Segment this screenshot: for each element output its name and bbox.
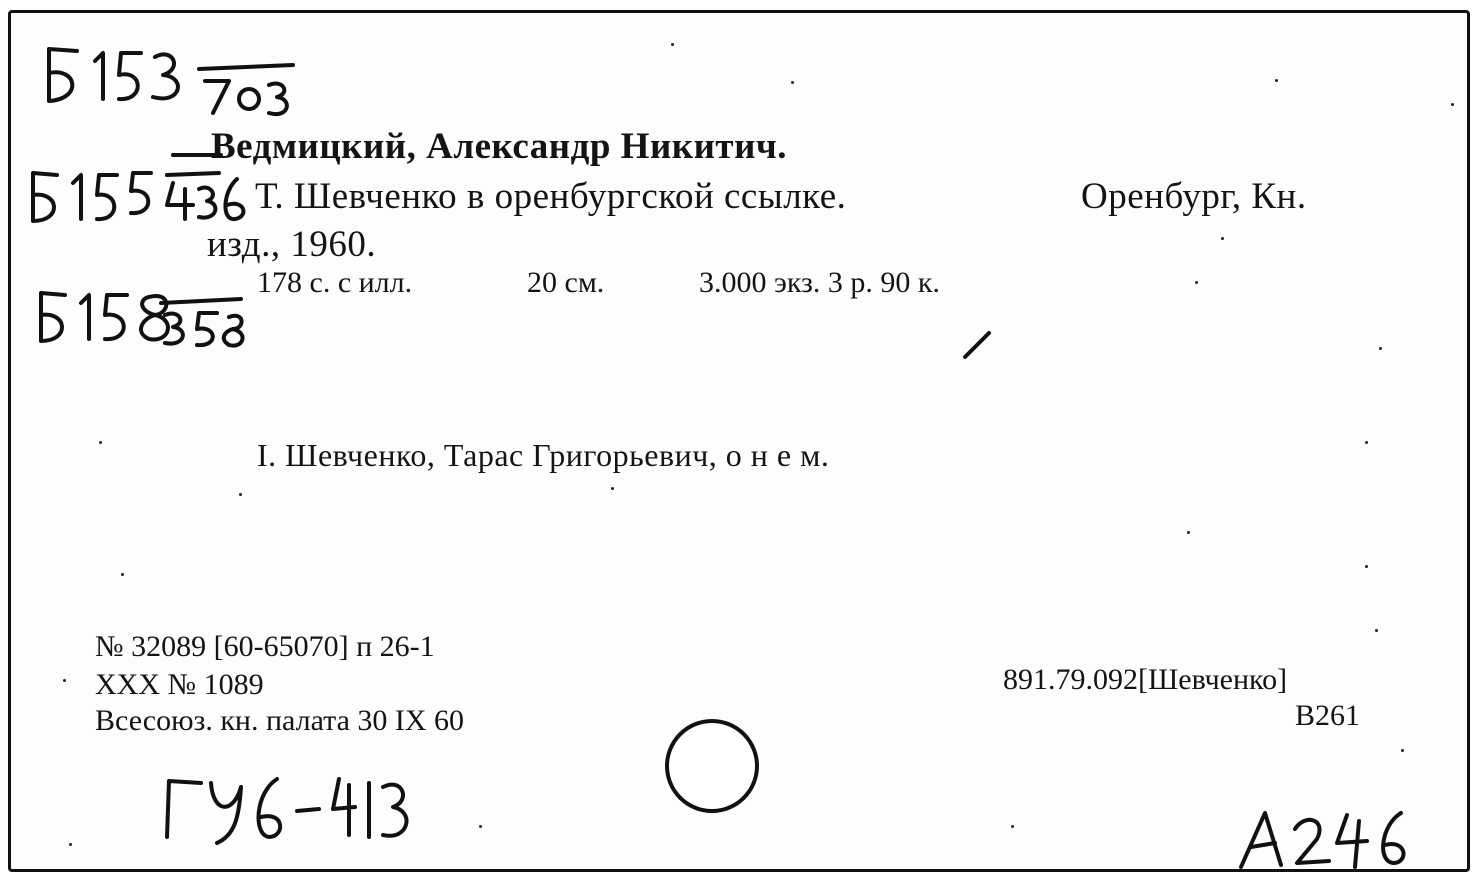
record-series: XXX № 1089 (95, 668, 264, 701)
handwritten-corner-mark (1235, 803, 1415, 872)
scan-speck (791, 81, 794, 84)
punch-hole (665, 719, 759, 813)
scan-speck (611, 487, 614, 490)
handwritten-shelf-mark-1 (37, 39, 297, 124)
subject-heading: I. Шевченко, Тарас Григорьевич, о н е м. (257, 437, 830, 473)
scan-speck (69, 843, 72, 846)
scan-speck (1379, 347, 1382, 350)
scan-speck (1365, 441, 1368, 444)
pages-info: 178 с. с илл. (257, 266, 413, 299)
record-number: № 32089 [60-65070] п 26-1 (95, 630, 435, 663)
copies-price: 3.000 экз. 3 р. 90 к. (699, 266, 940, 299)
scan-speck (1011, 825, 1014, 828)
scan-speck (479, 825, 482, 828)
scan-speck (63, 679, 66, 682)
scan-speck (121, 573, 124, 576)
cutter-number: B261 (1295, 699, 1361, 732)
handwritten-inventory-number (157, 765, 427, 860)
scan-speck (1375, 629, 1378, 632)
scan-speck (1401, 749, 1404, 752)
scan-speck (1365, 565, 1368, 568)
scan-speck (671, 43, 674, 46)
catalog-card (8, 10, 1470, 872)
author-heading: Ведмицкий, Александр Никитич. (211, 126, 788, 167)
book-title: Т. Шевченко в оренбургской ссылке. (255, 176, 847, 217)
scan-speck (1221, 237, 1224, 240)
scan-speck (1275, 79, 1278, 82)
scan-speck (99, 441, 102, 444)
size-info: 20 см. (527, 266, 605, 299)
imprint-year: изд., 1960. (207, 224, 377, 265)
scan-speck (239, 493, 242, 496)
scan-speck (1187, 531, 1190, 534)
pen-mark (959, 325, 999, 370)
dash-mark (169, 145, 229, 170)
publisher-place: Оренбург, Кн. (1081, 176, 1307, 217)
scan-speck (1451, 103, 1454, 106)
chamber-date: Всесоюз. кн. палата 30 IX 60 (95, 704, 465, 737)
scan-speck (1195, 281, 1198, 284)
handwritten-shelf-mark-3 (31, 281, 251, 356)
classification-code: 891.79.092[Шевченко] (1003, 663, 1288, 696)
